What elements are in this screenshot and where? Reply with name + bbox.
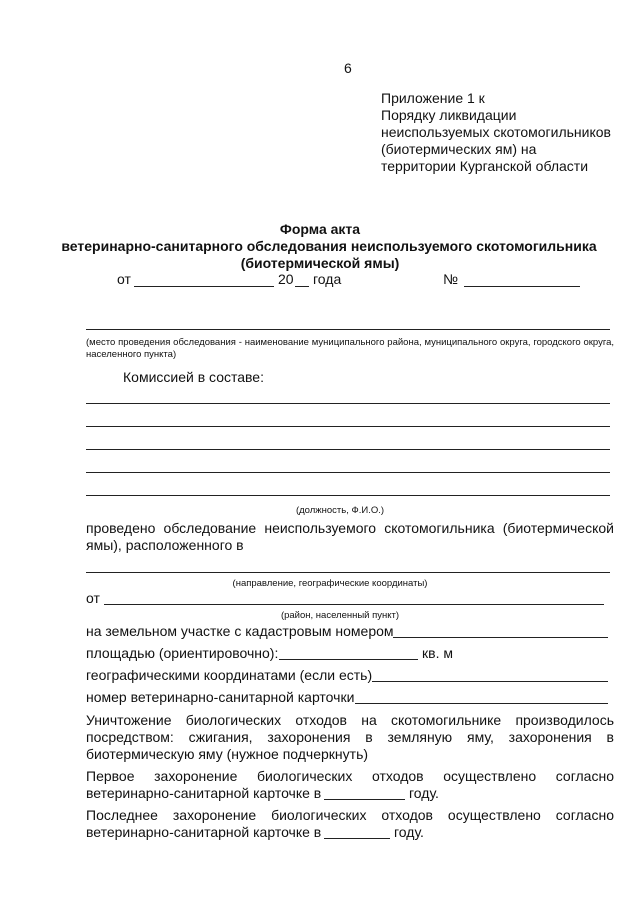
commission-member-field[interactable]	[86, 403, 610, 404]
commission-member-field[interactable]	[86, 449, 610, 450]
year-word: года	[313, 271, 342, 287]
commission-member-field[interactable]	[86, 472, 610, 473]
coordinates-label: географическими координатами (если есть)	[86, 667, 373, 683]
appendix-line: Порядку ликвидации	[381, 107, 517, 123]
last-burial-year-word: году.	[394, 824, 424, 840]
appendix-line: неиспользуемых скотомогильников	[381, 124, 611, 140]
first-burial-card-label: ветеринарно-санитарной карточке в	[86, 785, 322, 801]
form-title-line2: ветеринарно-санитарного обследования неиспользуемого скотомогильника	[61, 238, 597, 254]
page-number: 6	[344, 60, 352, 76]
place-field[interactable]	[86, 329, 610, 330]
act-number-field[interactable]	[464, 286, 580, 287]
card-number-label: номер ветеринарно-санитарной карточки	[86, 689, 355, 705]
position-caption: (должность, Ф.И.О.)	[295, 505, 385, 516]
area-field[interactable]	[279, 659, 418, 660]
destruction-text-line: биотермическую яму (нужное подчеркнуть)	[86, 746, 369, 762]
cadastral-label: на земельном участке с кадастровым номером	[86, 623, 394, 639]
area-label: площадью (ориентировочно):	[86, 645, 279, 661]
from-label: от	[86, 590, 100, 606]
cadastral-field[interactable]	[393, 637, 608, 638]
last-burial-line: Последнее захоронение биологических отходов осуществлено согласно	[86, 807, 614, 823]
number-sign: №	[443, 271, 459, 287]
year-prefix: 20	[278, 271, 294, 287]
form-title-line3: (биотермической ямы)	[240, 255, 400, 271]
appendix-line: (биотермических ям) на	[381, 141, 537, 157]
date-from-label: от	[117, 271, 131, 287]
survey-text-line: ямы), расположенного в	[86, 537, 244, 553]
first-burial-year-field[interactable]	[324, 799, 405, 800]
commission-member-field[interactable]	[86, 426, 610, 427]
district-caption: (район, населенный пункт)	[280, 610, 400, 621]
first-burial-year-word: году.	[409, 785, 439, 801]
last-burial-year-field[interactable]	[324, 838, 390, 839]
district-field[interactable]	[104, 604, 604, 605]
destruction-text-line: посредством: сжигания, захоронения в земляную яму, захоронения в	[86, 729, 614, 745]
survey-text-line: проведено обследование неиспользуемого скотомогильника (биотермической	[86, 520, 614, 536]
place-caption: (место проведения обследования - наименование муниципального района, муниципального округа, городского округа, населенного пункта)	[86, 337, 614, 360]
date-day-field[interactable]	[134, 286, 274, 287]
direction-field[interactable]	[86, 572, 610, 573]
first-burial-line: Первое захоронение биологических отходов осуществлено согласно	[86, 768, 614, 784]
card-number-field[interactable]	[355, 703, 608, 704]
year-suffix-field[interactable]	[295, 286, 309, 287]
last-burial-card-label: ветеринарно-санитарной карточке в	[86, 824, 322, 840]
commission-label: Комиссией в составе:	[123, 369, 264, 385]
destruction-text-line: Уничтожение биологических отходов на скотомогильнике производилось	[86, 712, 614, 728]
direction-caption: (направление, географические координаты)	[232, 578, 428, 589]
appendix-line: территории Курганской области	[381, 158, 589, 174]
form-title: Форма акта	[279, 221, 361, 237]
area-unit: кв. м	[422, 645, 453, 661]
commission-member-field[interactable]	[86, 495, 610, 496]
coordinates-field[interactable]	[372, 681, 608, 682]
appendix-line: Приложение 1 к	[381, 90, 485, 106]
